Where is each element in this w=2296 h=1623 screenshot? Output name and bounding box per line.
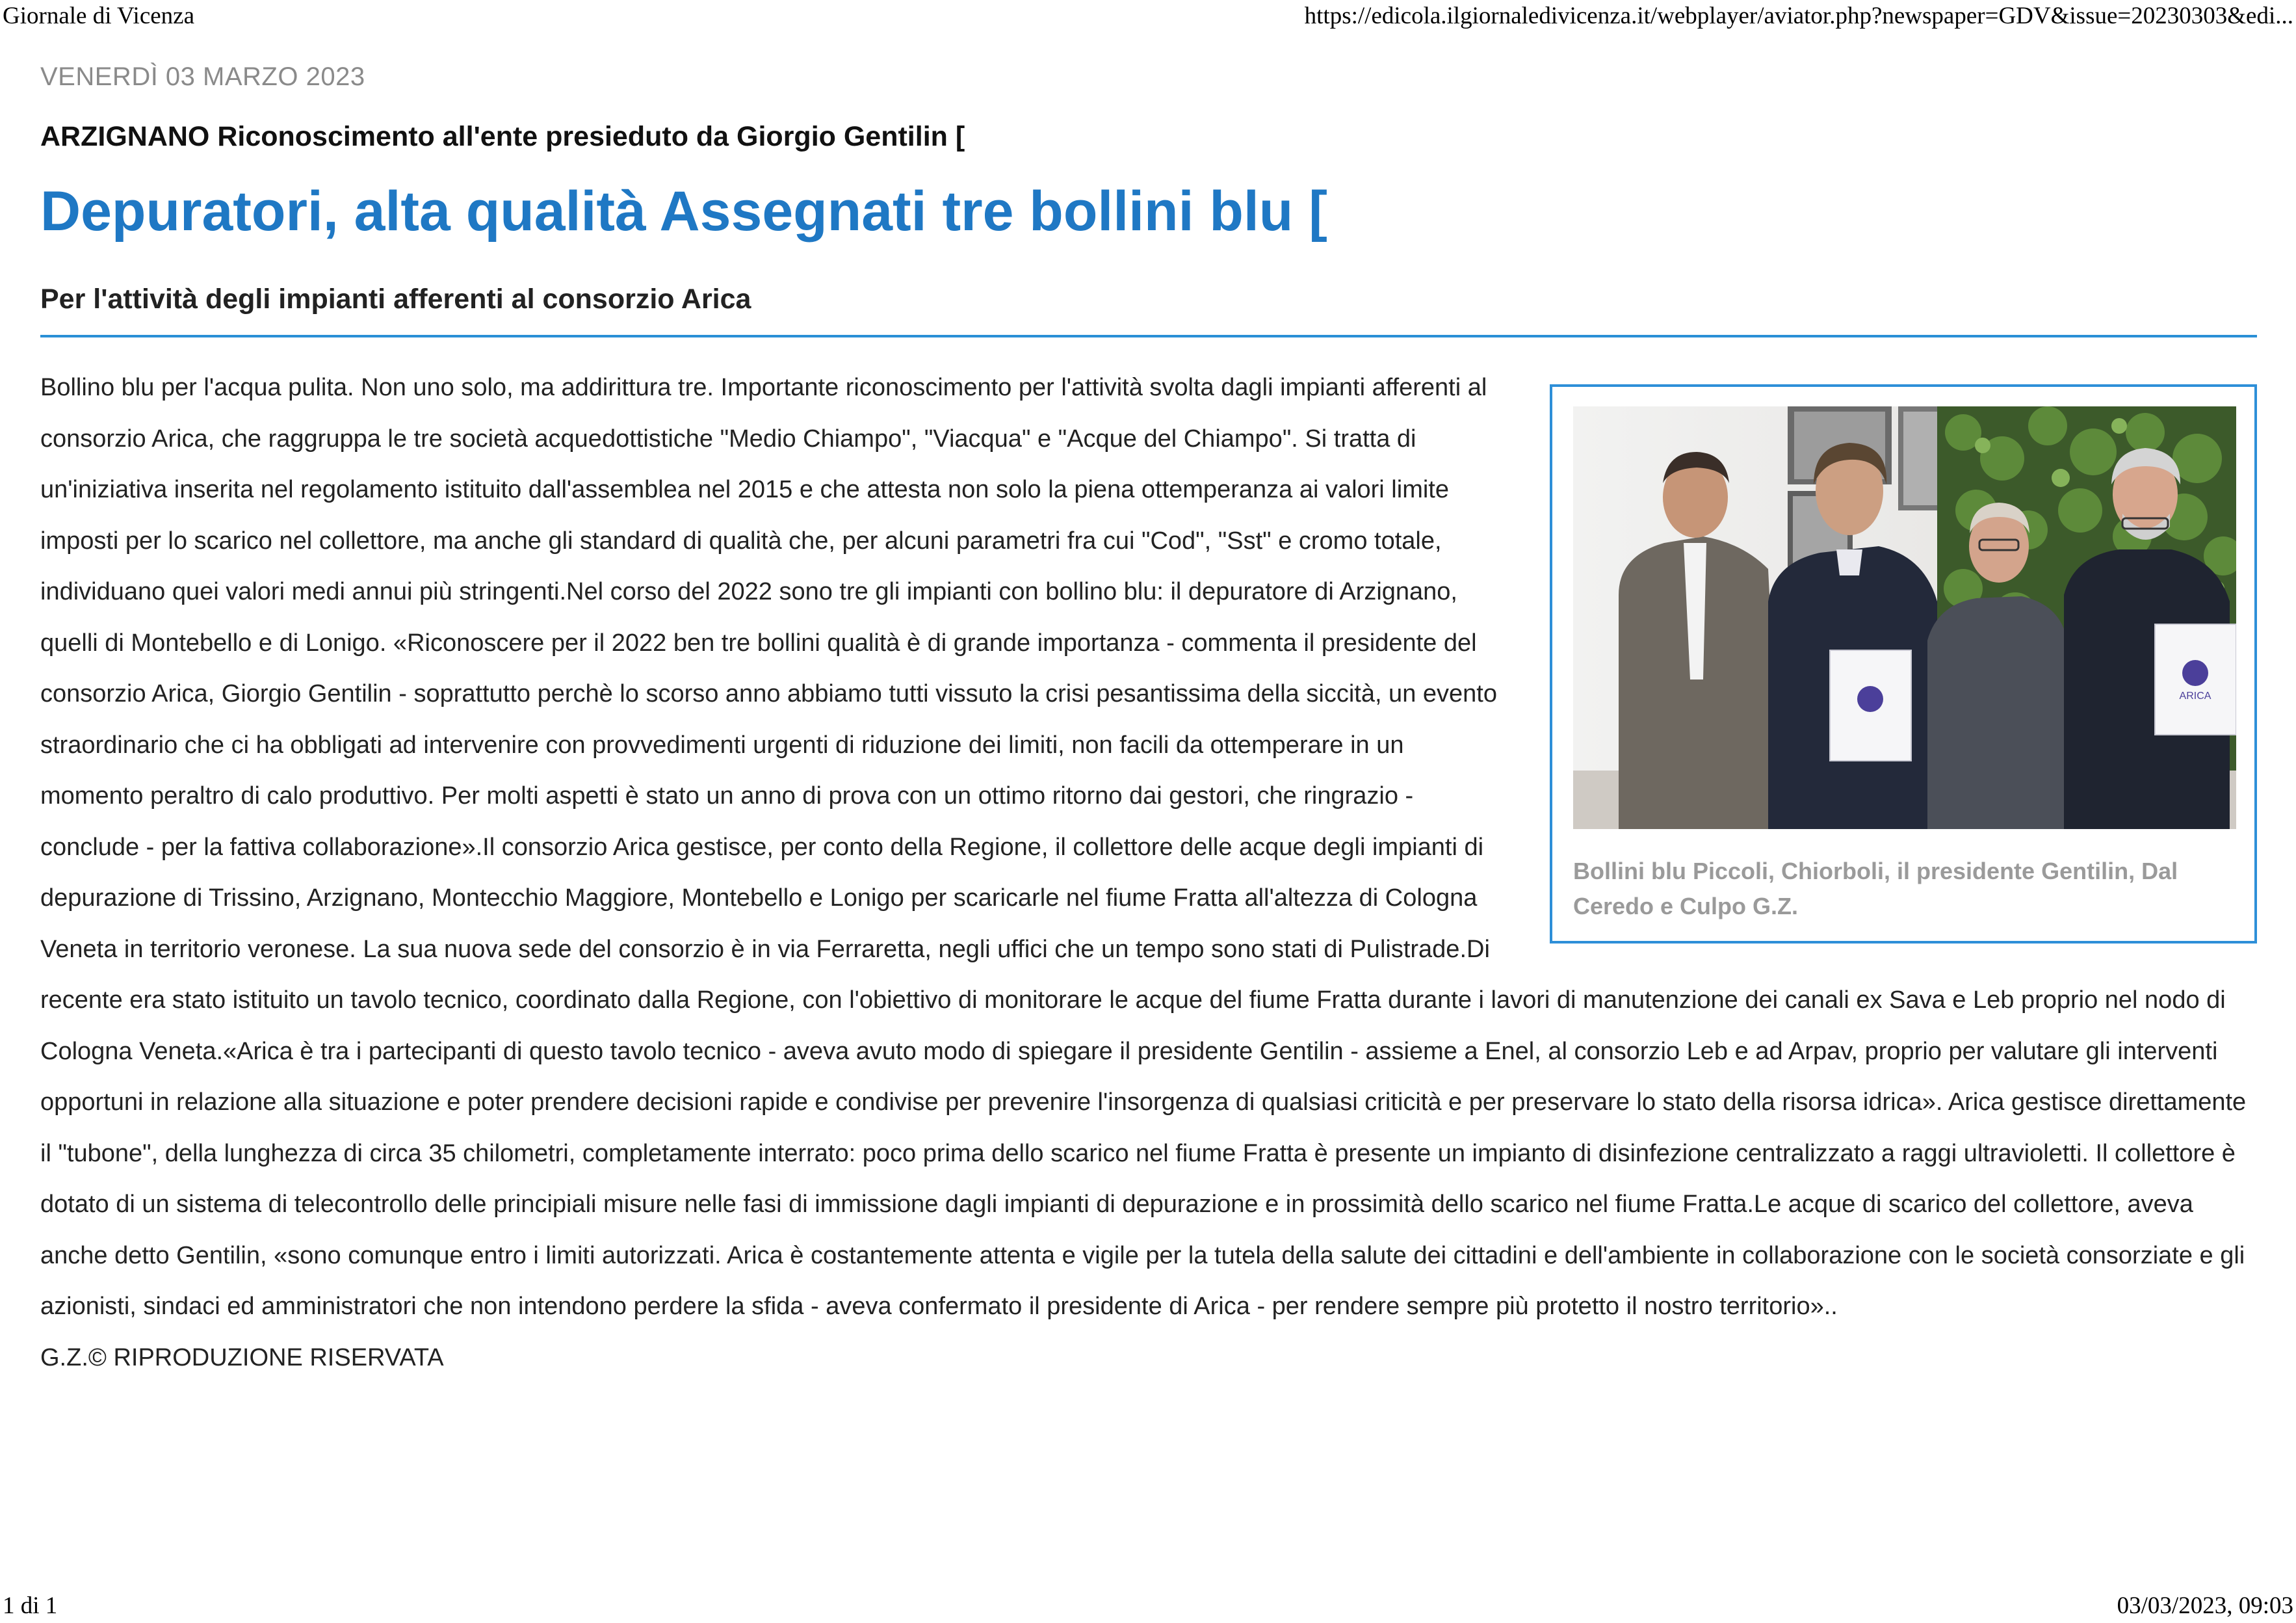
article-subheadline: Per l'attività degli impianti afferenti al consorzio Arica [40,284,751,315]
copyright-notice: G.Z.© RIPRODUZIONE RISERVATA [40,1343,444,1371]
article-photo-box [1550,384,2257,943]
article-photo[interactable] [1573,406,2236,829]
article-body-text: Bollino blu per l'acqua pulita. Non uno solo, ma addirittura tre. Importante riconoscimento per l'attività svolta dagli impianti afferenti al consorzio Arica, che raggruppa le tre società acquedottistiche "Medio Chiampo", "Viacqua" e "Acque del Chiampo". Si tratta di un'iniziativa inserita nel regolamento istituito dall'assemblea nel 2015 e che attesta non solo la piena ottemperanza ai valori limite imposti per lo scarico nel collettore, ma anche gli standard di qualità che, per alcuni parametri fra cui "Cod", "Sst" e cromo totale, individuano quei valori medi annui più stringenti.Nel corso del 2022 sono tre gli impianti con bollino blu: il depuratore di Arzignano, quelli di Montebello e di Lonigo. «Riconoscere per il 2022 ben tre bollini qualità è di grande importanza - commenta il presidente del consorzio Arica, Giorgio Gentilin - soprattutto perchè lo scorso anno abbiamo tutti vissuto la crisi pesantissima della siccità, un evento straordinario che ci ha obbligati ad intervenire con provvedimenti urgenti di riduzione dei limiti, non facili da ottemperare in un momento peraltro di calo produttivo. Per molti aspetti è stato un anno di prova con un ottimo ritorno dai gestori, che ringrazio - conclude - per la fattiva collaborazione».Il consorzio Arica gestisce, per conto della Regione, il collettore delle acque degli impianti di depurazione di Trissino, Arzignano, Montecchio Maggiore, Montebello e Lonigo per scaricarle nel fiume Fratta all'altezza di Cologna Veneta in territorio veronese. La sua nuova sede del consorzio è in via Ferraretta, negli uffici che un tempo sono stati di Pulistrade.Di recente era stato istituito un tavolo tecnico, coordinato dalla Regione, con l'obiettivo di monitorare le acque del fiume Fratta durante i lavori di manutenzione dei canali ex Sava e Leb proprio nel nodo di Cologna Veneta.«Arica è tra i partecipanti di questo tavolo tecnico - aveva avuto modo di spiegare il presidente Gentilin - assieme a Enel, al consorzio Leb e ad Arpav, proprio per valutare gli interventi opportuni in relazione alla situazione e poter prendere decisioni rapide e condivise per prevenire l'insorgenza di qualsiasi criticità e per preservare lo stato della risorsa idrica». Arica gestisce direttamente il "tubone", della lunghezza di circa 35 chilometri, completamente interrato: poco prima dello scarico nel fiume Fratta è presente un impianto di disinfezione centralizzato a raggi ultravioletti. Il collettore è dotato di un sistema di telecontrollo delle principiali misure nelle fasi di immissione dagli impianti di depurazione e in prossimità dello scarico nel fiume Fratta.Le acque di scarico del collettore, aveva anche detto Gentilin, «sono comunque entro i limiti autorizzati. Arica è costantemente attenta e vigile per la tutela della salute dei cittadini e dell'ambiente in collaborazione con le società consorziate e gli azionisti, sindaci ed amministratori che non intendono perdere la sfida - aveva confermato il presidente di Arica - per rendere sempre più protetto il nostro territorio».. [40,374,2247,1320]
article-date: VENERDÌ 03 MARZO 2023 [40,62,365,91]
print-header-site-title: Giornale di Vicenza [3,3,195,29]
certificate-logo: ARICA [2179,691,2211,702]
print-footer-page-count: 1 di 1 [3,1592,58,1619]
photo-illustration [1573,406,2236,829]
print-header-url[interactable]: https://edicola.ilgiornaledivicenza.it/webplayer/aviator.php?newspaper=GDV&issue=20230303&edi... [1304,3,2293,29]
headline-divider [40,335,2257,337]
article-body-column [40,362,2257,1383]
photo-caption: Bollini blu Piccoli, Chiorboli, il presidente Gentilin, Dal Ceredo e Culpo G.Z. [1573,858,2178,919]
article-headline: Depuratori, alta qualità Assegnati tre bollini blu [ [40,180,1327,243]
article-kicker: ARZIGNANO Riconoscimento all'ente presieduto da Giorgio Gentilin [ [40,121,965,152]
print-footer-datetime: 03/03/2023, 09:03 [2117,1592,2293,1619]
